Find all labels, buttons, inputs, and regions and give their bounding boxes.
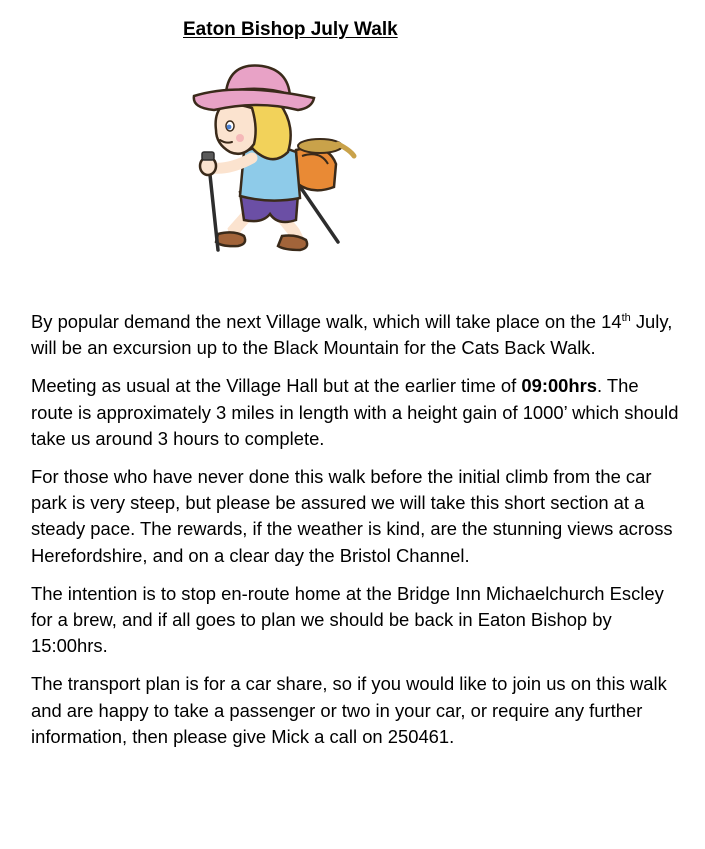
paragraph-route-description: For those who have never done this walk before the initial climb from the car park is very steep, but please be assured we will take this short section at a steady pace. The rewards, if the weather is kind, are the stunning views across Herefordshire, and on a clear day the Bristol Channel. <box>31 466 673 566</box>
paragraph-walk-announcement: By popular demand the next Village walk, which will take place on the 14th July, will be an excursion up to the Black Mountain for the Cats Back Walk. <box>31 311 673 359</box>
date-ordinal-suffix: th <box>621 311 631 324</box>
article-body <box>31 309 681 762</box>
hiker-illustration <box>178 52 360 257</box>
hiker-girl-icon <box>178 52 360 257</box>
meeting-time: 09:00hrs <box>521 375 598 397</box>
paragraph-transport-contact: The transport plan is for a car share, so if you would like to join us on this walk and are happy to take a passenger or two in your car, or require any further information, then please give Mick a call on 250461. <box>31 673 667 747</box>
page-title: Eaton Bishop July Walk <box>183 19 398 40</box>
paragraph-meeting-details: Meeting as usual at the Village Hall but at the earlier time of 09:00hrs. The route is approximately 3 miles in length with a height gain of 1000’ which should take us around 3 hours to complete. <box>31 375 679 449</box>
paragraph-return-plan: The intention is to stop en-route home at the Bridge Inn Michaelchurch Escley for a brew, and if all goes to plan we should be back in Eaton Bishop by 15:00hrs. <box>31 582 664 657</box>
